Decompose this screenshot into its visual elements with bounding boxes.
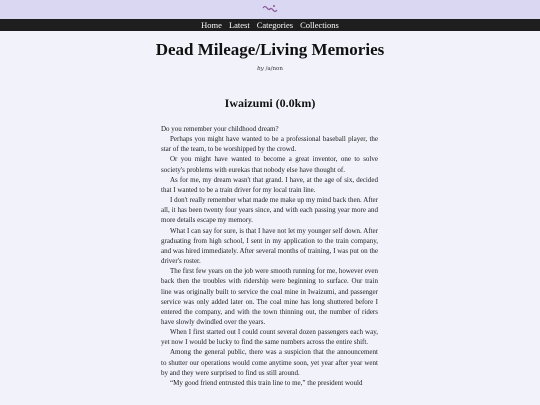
story-title: Dead Mileage/Living Memories [155,40,385,59]
byline [0,66,540,72]
site-logo-icon[interactable] [262,3,278,13]
story-body [161,124,378,388]
story-paragraph: The first few years on the job were smooth running for me, however even back then the troubles with ridership were beginning to surface. Our train line was originally built to service the coal mine in Iwaizumi, and passenger service was only added later on. The coal mine has long shuttered before I entered the company, and with the town thinning out, the number of riders have slowly dwindled over the years. [161,267,378,326]
byline-label: by [257,66,264,72]
story-paragraph: Perhaps you might have wanted to be a professional baseball player, the star of the team, to be worshipped by the crowd. [161,135,378,154]
site-header [0,0,540,19]
story-paragraph: “My good friend entrusted this train line to me,” the president would [170,378,363,387]
story-paragraph: I don't really remember what made me make up my mind back then. After all, it has been twenty four years since, and with each passing year more and more details escape my memory. [161,196,378,225]
nav-categories-link[interactable]: Categories [256,20,294,30]
story-paragraph: Do you remember your childhood dream? [161,125,279,133]
story-paragraph: As for me, my dream wasn't that grand. I have, at the age of six, decided that I wanted to be a train driver for my local train line. [161,175,378,194]
author-link[interactable]: /a/non [265,66,283,72]
nav-latest-link[interactable]: Latest [228,20,250,30]
main-nav [0,19,540,31]
story-paragraph: When I first started out I could count several dozen passengers each way, yet now I would be lucky to find the same numbers across the entire shift. [161,328,378,347]
story-paragraph: What I can say for sure, is that I have not let my younger self down. After graduating from high school, I sent in my application to the train company, and was hired immediately. After several months of training, I was put on the driver's roster. [161,226,378,266]
story-paragraph: Or you might have wanted to become a great inventor, one to solve society's problems with eurekas that nobody else have thought of. [161,155,378,174]
chapter-title: Iwaizumi (0.0km) [224,96,316,110]
nav-home-link[interactable]: Home [201,20,222,30]
story-paragraph: Among the general public, there was a suspicion that the announcement to shutter our operations would come anytime soon, yet year after year went by and they were surprised to find us still around. [161,348,378,377]
nav-collections-link[interactable]: Collections [300,20,339,30]
